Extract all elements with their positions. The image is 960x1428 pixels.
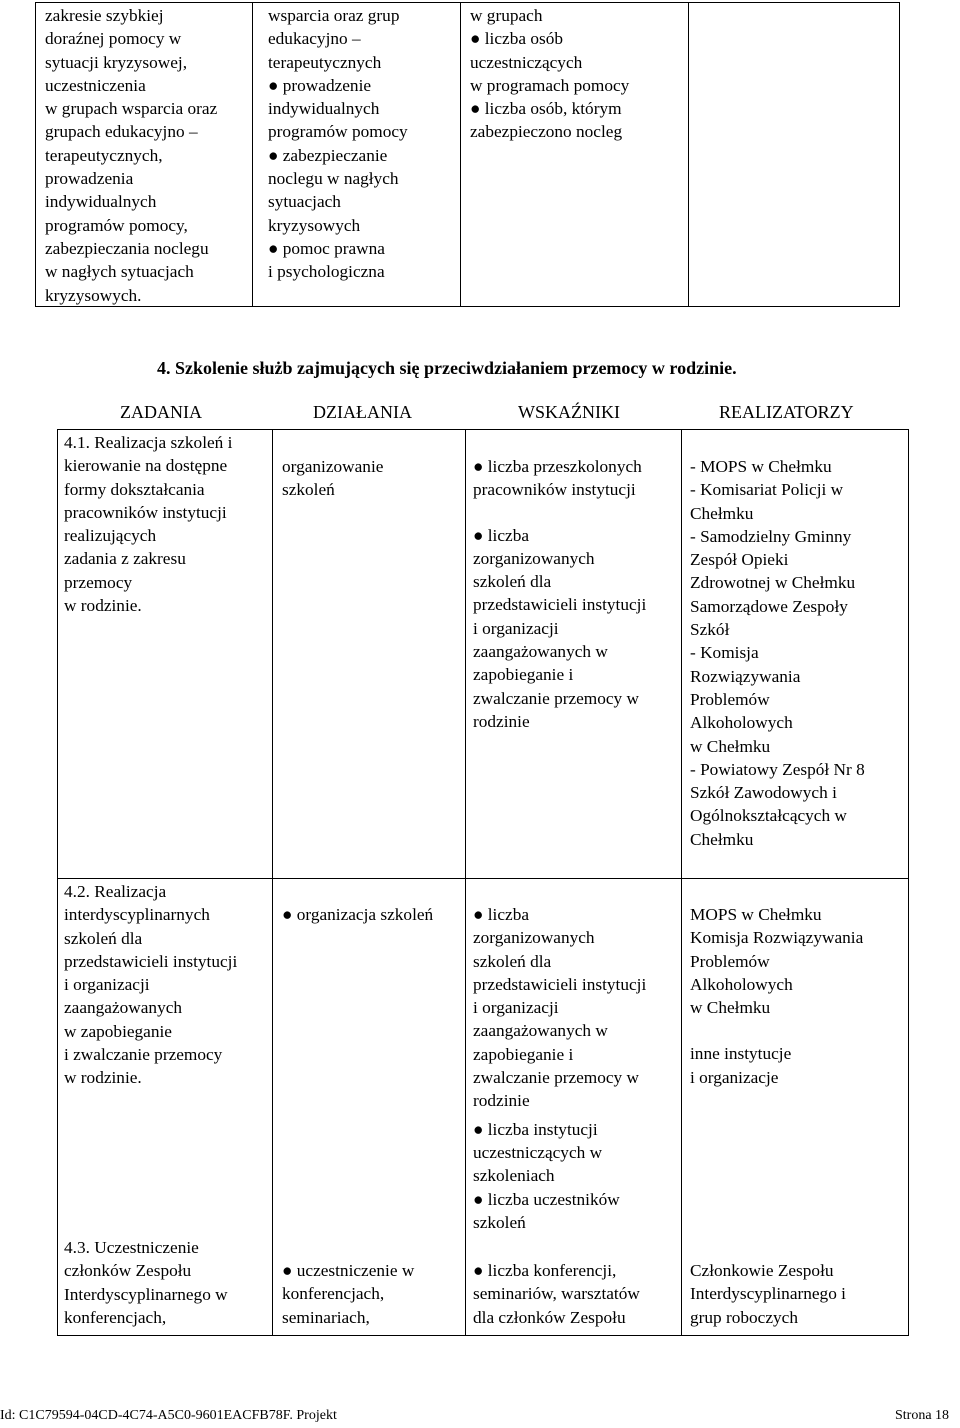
column-header-tasks: ZADANIA — [120, 402, 202, 422]
realizers-cell — [690, 455, 905, 851]
action-cell: ● uczestniczenie w konferencjach, seminariach, — [282, 1261, 415, 1327]
task-cell: 4.1. Realizacja szkoleń i kierowanie na dostępne formy dokształcania pracowników instytucji realizujących zadania z zakresu przemocy w rodzinie. — [64, 433, 233, 616]
indicator-item: ● liczba przeszkolonych pracowników instytucji — [473, 457, 642, 500]
section-heading: 4. Szkolenie służb zajmujących się przeciwdziałaniem przemocy w rodzinie. — [157, 358, 737, 378]
column-header-realizers: REALIZATORZY — [719, 402, 854, 422]
footer-document-id: Id: C1C79594-04CD-4C74-A5C0-9601EACFB78F. Projekt — [0, 1408, 337, 1423]
top-table-cell-indicators: w grupach ● liczba osób uczestniczących w programach pomocy ● liczba osób, którym zabezpieczono nocleg — [470, 6, 630, 142]
realizer-item: inne instytucje i organizacje — [690, 1044, 792, 1087]
indicators-cell — [473, 903, 679, 1234]
task-cell: 4.3. Uczestniczenie członków Zespołu Interdyscyplinarnego w konferencjach, — [64, 1238, 228, 1327]
action-cell: ● organizacja szkoleń — [282, 905, 434, 924]
realizers-cell — [690, 903, 905, 1089]
indicator-item: ● liczba zorganizowanych szkoleń dla przedstawicieli instytucji i organizacji zaangażowanych w zapobieganie i zwalczanie przemocy w rodzinie — [473, 905, 647, 1111]
realizers-cell — [690, 1259, 905, 1329]
realizer-item: Komisja Rozwiązywania Problemów Alkoholowych w Chełmku — [690, 928, 864, 1018]
main-table-bottom-border — [57, 1335, 909, 1336]
top-table-cell-actions: wsparcia oraz grup edukacyjno – terapeutycznych ● prowadzenie indywidualnych programów pomocy ● zabezpieczanie noclegu w nagłych sytuacjach kryzysowych ● pomoc prawna i psychologiczna — [268, 6, 408, 282]
task-cell: 4.2. Realizacja interdyscyplinarnych szkoleń dla przedstawicieli instytucji i organizacji zaangażowanych w zapobieganie i zwalczanie przemocy w rodzinie. — [64, 882, 238, 1088]
indicator-item: ● liczba konferencji, seminariów, warsztatów dla członków Zespołu — [473, 1261, 640, 1327]
indicators-cell — [473, 1259, 679, 1329]
main-table-divider-1 — [272, 429, 273, 1336]
main-table-row-divider — [57, 878, 909, 879]
realizer-item: MOPS w Chełmku — [690, 905, 822, 924]
top-table-top-border — [35, 2, 900, 3]
top-table-cell-tasks: zakresie szybkiej doraźnej pomocy w sytuacji kryzysowej, uczestniczenia w grupach wsparcia oraz grupach edukacyjno – terapeutycznych, prowadzenia indywidualnych programów pomocy, zabezpieczania noclegu w nagłych sytuacjach kryzysowych. — [45, 6, 218, 305]
top-table-divider-2 — [460, 2, 461, 307]
top-table-divider-3 — [688, 2, 689, 307]
indicators-cell — [473, 455, 679, 733]
top-table-divider-1 — [252, 2, 253, 307]
column-header-indicators: WSKAŹNIKI — [518, 402, 620, 422]
footer-page-number: Strona 18 — [895, 1408, 950, 1423]
realizer-item: Członkowie Zespołu Interdyscyplinarnego i grup roboczych — [690, 1261, 846, 1327]
top-table-left-border — [35, 2, 36, 307]
realizer-item: - MOPS w Chełmku — [690, 457, 832, 476]
realizer-item: - Komisariat Policji w Chełmku - Samodzielny Gminny Zespół Opieki Zdrowotnej w Chełmku Samorządowe Zespoły Szkół - Komisja Rozwiązywania Problemów Alkoholowych w Chełmku - Powiatowy Zespół Nr 8 Szkół Zawodowych i Ogólnokształcących w Chełmku — [690, 480, 865, 849]
top-table-right-border — [899, 2, 900, 307]
main-table-divider-3 — [681, 429, 682, 1336]
action-cell: organizowanie szkoleń — [282, 457, 384, 500]
main-table-divider-2 — [465, 429, 466, 1336]
indicator-item: ● liczba zorganizowanych szkoleń dla przedstawicieli instytucji i organizacji zaangażowanych w zapobieganie i zwalczanie przemocy w rodzinie — [473, 525, 647, 731]
main-table-right-border — [908, 429, 909, 1336]
main-table-left-border — [57, 429, 58, 1336]
column-header-actions: DZIAŁANIA — [313, 402, 412, 422]
indicator-item: ● liczba instytucji uczestniczących w szkoleniach ● liczba uczestników szkoleń — [473, 1119, 620, 1232]
main-table-top-border — [57, 429, 909, 430]
